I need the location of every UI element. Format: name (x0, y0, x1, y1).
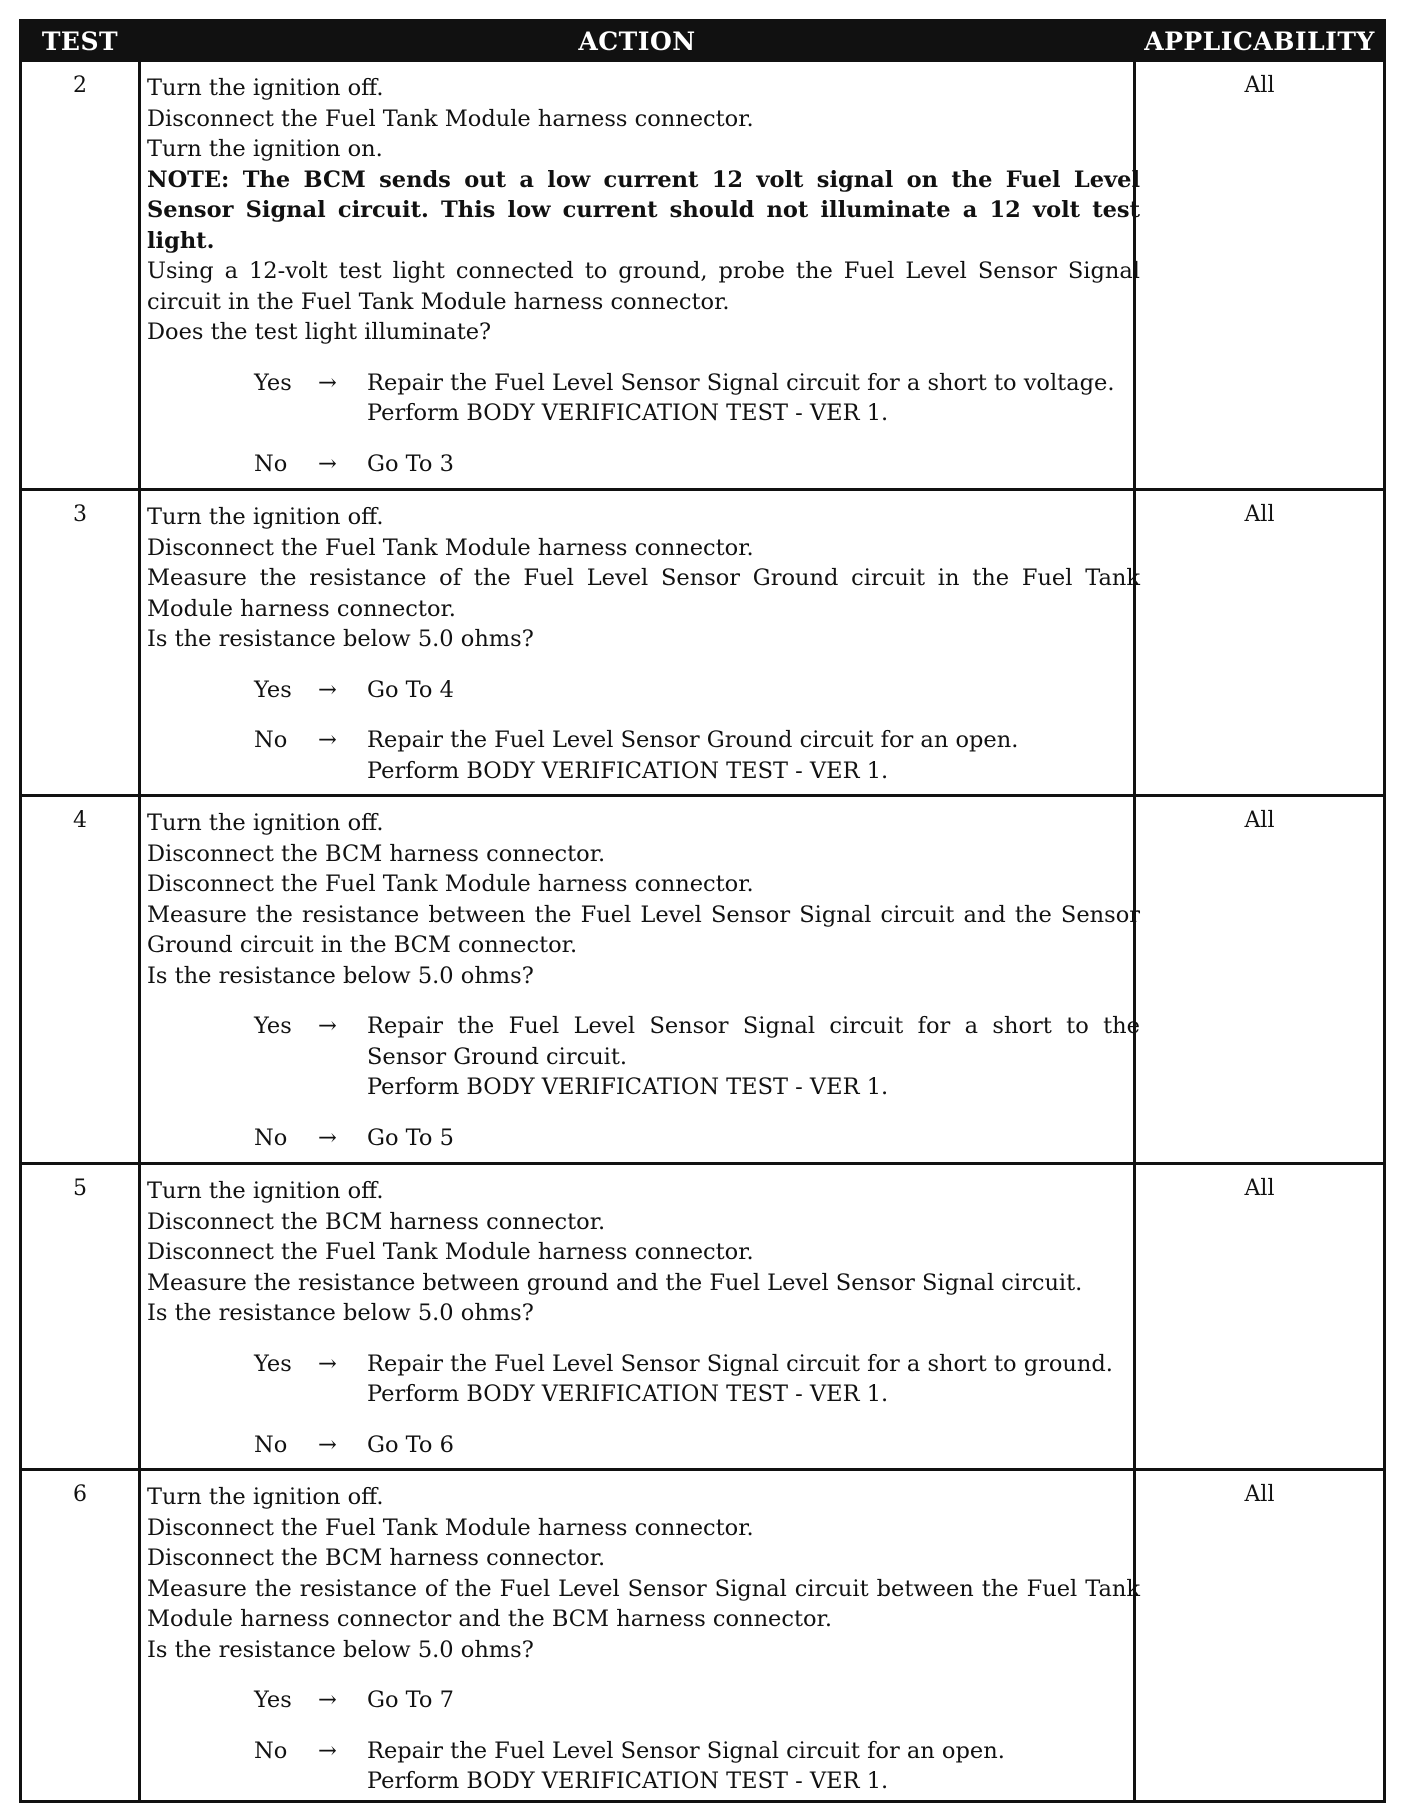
outcome-key: No (254, 1737, 288, 1764)
outcome-line: Go To 3 (367, 450, 454, 477)
outcome-key: Yes (254, 1687, 292, 1713)
step-text: Turn the ignition off. (147, 504, 384, 530)
outcome-text (367, 1011, 1140, 1103)
step-text: Disconnect the BCM harness connector. (147, 1545, 606, 1571)
step-text: Is the resistance below 5.0 ohms? (147, 1300, 534, 1326)
outcome-line: Perform BODY VERIFICATION TEST - VER 1. (367, 1381, 889, 1407)
test-number: 2 (73, 73, 87, 98)
outcome-key: No (254, 450, 288, 477)
arrow-icon: → (318, 1431, 337, 1458)
step-text: Disconnect the Fuel Tank Module harness connector. (147, 105, 754, 132)
outcome-text (367, 1685, 1140, 1716)
step-text: Disconnect the Fuel Tank Module harness connector. (147, 1239, 754, 1265)
no-outcome (147, 1123, 1140, 1154)
step-text: Measure the resistance between the Fuel Level Sensor Signal circuit and the Sensor Ground circuit in the BCM connector. (147, 901, 1140, 958)
outcome-line: Repair the Fuel Level Sensor Signal circuit for a short to the Sensor Ground circuit. (367, 1013, 1140, 1070)
no-outcome (147, 449, 1140, 480)
outcome-line: Go To 7 (367, 1687, 454, 1713)
outcome-key: Yes (254, 1350, 292, 1377)
outcome-text (367, 449, 1140, 480)
arrow-icon: → (318, 676, 337, 703)
arrow-icon: → (318, 450, 337, 477)
outcome-key: Yes (254, 369, 292, 396)
outcome-text (367, 725, 1140, 786)
outcome-line: Perform BODY VERIFICATION TEST - VER 1. (367, 1074, 889, 1100)
note-text: NOTE: The BCM sends out a low current 12 volt signal on the Fuel Level Sensor Signal circuit. This low current should not illuminate a 12 volt test light. (147, 166, 1140, 254)
no-outcome (147, 725, 1140, 786)
header-applicability: APPLICABILITY (1144, 27, 1375, 56)
step-text: Turn the ignition off. (147, 75, 384, 101)
step-text: Turn the ignition off. (147, 1178, 384, 1204)
arrow-icon: → (318, 1737, 337, 1764)
outcome-line: Repair the Fuel Level Sensor Signal circuit for a short to ground. (367, 1350, 1113, 1377)
step-text: Using a 12-volt test light connected to ground, probe the Fuel Level Sensor Signal circuit in the Fuel Tank Module harness connector. (147, 258, 1140, 315)
yes-outcome (147, 368, 1140, 429)
applicability-cell: All (1244, 73, 1275, 98)
step-text: Turn the ignition off. (147, 1484, 384, 1510)
step-text: Disconnect the BCM harness connector. (147, 840, 606, 867)
column-divider (138, 62, 141, 1800)
no-outcome (147, 1430, 1140, 1461)
outcome-line: Perform BODY VERIFICATION TEST - VER 1. (367, 400, 889, 426)
outcome-text (367, 1349, 1140, 1410)
test-number: 3 (73, 502, 87, 527)
table-header (22, 22, 1383, 62)
header-test: TEST (41, 27, 119, 56)
outcome-line: Go To 4 (367, 676, 454, 703)
step-text: Disconnect the Fuel Tank Module harness connector. (147, 534, 754, 561)
step-text: Does the test light illuminate? (147, 319, 492, 345)
row-divider (22, 794, 1383, 797)
outcome-line: Perform BODY VERIFICATION TEST - VER 1. (367, 757, 889, 784)
outcome-text (367, 1736, 1140, 1797)
arrow-icon: → (318, 369, 337, 396)
outcome-line: Repair the Fuel Level Sensor Signal circuit for an open. (367, 1737, 1005, 1764)
row-divider (22, 1162, 1383, 1165)
action-cell (147, 73, 1140, 479)
action-cell (147, 1176, 1140, 1460)
arrow-icon: → (318, 727, 337, 753)
outcome-text (367, 675, 1140, 706)
yes-outcome (147, 675, 1140, 706)
outcome-line: Repair the Fuel Level Sensor Ground circuit for an open. (367, 727, 1019, 753)
action-cell (147, 808, 1140, 1153)
outcome-key: Yes (254, 1013, 292, 1039)
step-text: Is the resistance below 5.0 ohms? (147, 962, 534, 989)
step-text: Is the resistance below 5.0 ohms? (147, 626, 534, 652)
outcome-key: No (254, 727, 288, 753)
header-action: ACTION (578, 27, 696, 56)
step-text: Disconnect the Fuel Tank Module harness connector. (147, 871, 754, 897)
step-text: Disconnect the BCM harness connector. (147, 1208, 606, 1235)
test-number: 5 (73, 1176, 87, 1201)
action-cell (147, 1482, 1140, 1797)
applicability-cell: All (1244, 1482, 1275, 1507)
row-divider (22, 1468, 1383, 1471)
outcome-text (367, 1123, 1140, 1154)
step-text: Is the resistance below 5.0 ohms? (147, 1636, 534, 1663)
yes-outcome (147, 1685, 1140, 1716)
yes-outcome (147, 1349, 1140, 1410)
outcome-line: Perform BODY VERIFICATION TEST - VER 1. (367, 1768, 889, 1794)
applicability-cell: All (1244, 1176, 1275, 1201)
outcome-line: Go To 6 (367, 1431, 454, 1458)
action-cell (147, 502, 1140, 786)
arrow-icon: → (318, 1124, 337, 1151)
applicability-cell: All (1244, 808, 1275, 833)
test-number: 4 (73, 808, 87, 833)
no-outcome (147, 1736, 1140, 1797)
outcome-line: Go To 5 (367, 1124, 454, 1151)
applicability-cell: All (1244, 502, 1275, 527)
arrow-icon: → (318, 1013, 337, 1039)
test-number: 6 (73, 1482, 87, 1507)
outcome-text (367, 1430, 1140, 1461)
outcome-key: No (254, 1124, 288, 1151)
step-text: Measure the resistance of the Fuel Level Sensor Ground circuit in the Fuel Tank Module harness connector. (147, 565, 1140, 622)
diagnostic-table (19, 19, 1386, 1803)
outcome-line: Repair the Fuel Level Sensor Signal circuit for a short to voltage. (367, 369, 1115, 396)
step-text: Measure the resistance of the Fuel Level Sensor Signal circuit between the Fuel Tank Module harness connector and the BCM harness connector. (147, 1575, 1140, 1632)
outcome-text (367, 368, 1140, 429)
outcome-key: Yes (254, 676, 292, 703)
step-text: Turn the ignition on. (147, 136, 383, 162)
yes-outcome (147, 1011, 1140, 1103)
arrow-icon: → (318, 1350, 337, 1377)
step-text: Measure the resistance between ground and the Fuel Level Sensor Signal circuit. (147, 1269, 1083, 1296)
outcome-key: No (254, 1431, 288, 1458)
row-divider (22, 488, 1383, 491)
step-text: Turn the ignition off. (147, 810, 384, 836)
arrow-icon: → (318, 1687, 337, 1713)
step-text: Disconnect the Fuel Tank Module harness connector. (147, 1514, 754, 1541)
